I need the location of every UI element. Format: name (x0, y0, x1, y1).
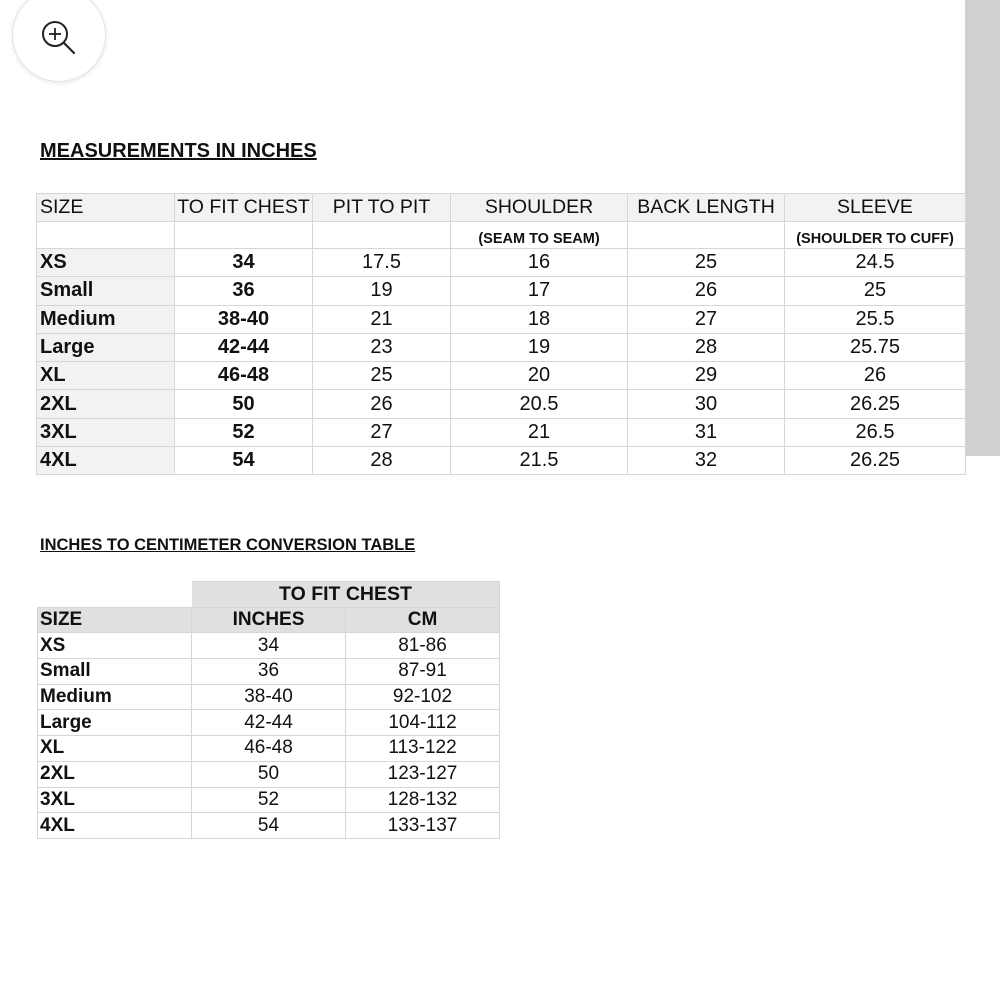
value-cell: 26 (313, 390, 451, 418)
table-row (37, 333, 966, 361)
value-cell: 42-44 (175, 333, 313, 361)
value-cell: 38-40 (175, 305, 313, 333)
empty-cell (38, 582, 192, 608)
value-cell: 21 (451, 418, 628, 446)
value-cell: 28 (628, 333, 785, 361)
table-row (38, 736, 500, 762)
value-cell: 54 (192, 813, 346, 839)
column-header: SIZE (37, 194, 175, 222)
size-cell: Large (37, 333, 175, 361)
size-cell: XL (38, 736, 192, 762)
column-header: SHOULDER (451, 194, 628, 222)
value-cell: 21.5 (451, 447, 628, 475)
measurements-title: MEASUREMENTS IN INCHES (40, 140, 317, 162)
value-cell: 104-112 (346, 710, 500, 736)
subheader-row (37, 222, 966, 249)
size-cell: Large (38, 710, 192, 736)
column-subheader (628, 222, 785, 249)
header-row (37, 194, 966, 222)
column-subheader (175, 222, 313, 249)
value-cell: 52 (192, 787, 346, 813)
value-cell: 133-137 (346, 813, 500, 839)
value-cell: 128-132 (346, 787, 500, 813)
value-cell: 28 (313, 447, 451, 475)
value-cell: 36 (192, 659, 346, 685)
value-cell: 123-127 (346, 761, 500, 787)
value-cell: 31 (628, 418, 785, 446)
value-cell: 26 (628, 277, 785, 305)
size-cell: Small (37, 277, 175, 305)
value-cell: 92-102 (346, 684, 500, 710)
value-cell: 54 (175, 447, 313, 475)
value-cell: 46-48 (192, 736, 346, 762)
value-cell: 32 (628, 447, 785, 475)
table-row (37, 447, 966, 475)
value-cell: 26.25 (785, 390, 966, 418)
size-cell: 2XL (38, 761, 192, 787)
value-cell: 19 (451, 333, 628, 361)
column-header: PIT TO PIT (313, 194, 451, 222)
value-cell: 27 (313, 418, 451, 446)
value-cell: 27 (628, 305, 785, 333)
value-cell: 34 (175, 249, 313, 277)
column-header: CM (346, 607, 500, 633)
conversion-table (37, 581, 500, 839)
table-row (37, 249, 966, 277)
size-cell: 4XL (38, 813, 192, 839)
group-header-row (38, 582, 500, 608)
size-cell: XS (37, 249, 175, 277)
value-cell: 26 (785, 362, 966, 390)
table-row (37, 305, 966, 333)
value-cell: 50 (192, 761, 346, 787)
size-cell: 2XL (37, 390, 175, 418)
table-row (37, 362, 966, 390)
value-cell: 26.5 (785, 418, 966, 446)
table-row (38, 761, 500, 787)
zoom-button[interactable] (12, 0, 106, 82)
zoom-in-icon (39, 19, 79, 59)
column-subheader: (SHOULDER TO CUFF) (785, 222, 966, 249)
column-subheader (37, 222, 175, 249)
value-cell: 23 (313, 333, 451, 361)
column-header: TO FIT CHEST (175, 194, 313, 222)
value-cell: 81-86 (346, 633, 500, 659)
value-cell: 19 (313, 277, 451, 305)
size-cell: XL (37, 362, 175, 390)
table-row (38, 684, 500, 710)
column-subheader (313, 222, 451, 249)
value-cell: 42-44 (192, 710, 346, 736)
value-cell: 38-40 (192, 684, 346, 710)
value-cell: 50 (175, 390, 313, 418)
value-cell: 113-122 (346, 736, 500, 762)
size-cell: 3XL (38, 787, 192, 813)
value-cell: 36 (175, 277, 313, 305)
value-cell: 25.5 (785, 305, 966, 333)
header-row (38, 607, 500, 633)
value-cell: 25 (628, 249, 785, 277)
column-subheader: (SEAM TO SEAM) (451, 222, 628, 249)
column-header: SIZE (38, 607, 192, 633)
table-row (37, 390, 966, 418)
table-row (38, 813, 500, 839)
value-cell: 24.5 (785, 249, 966, 277)
value-cell: 25 (313, 362, 451, 390)
value-cell: 16 (451, 249, 628, 277)
size-cell: XS (38, 633, 192, 659)
table-row (38, 710, 500, 736)
measurements-table (36, 193, 966, 475)
size-cell: 3XL (37, 418, 175, 446)
value-cell: 30 (628, 390, 785, 418)
table-row (37, 277, 966, 305)
column-header: BACK LENGTH (628, 194, 785, 222)
value-cell: 87-91 (346, 659, 500, 685)
table-row (37, 418, 966, 446)
scrollbar[interactable] (965, 0, 1000, 456)
size-cell: Small (38, 659, 192, 685)
value-cell: 34 (192, 633, 346, 659)
column-header: INCHES (192, 607, 346, 633)
value-cell: 21 (313, 305, 451, 333)
size-cell: Medium (37, 305, 175, 333)
value-cell: 18 (451, 305, 628, 333)
value-cell: 25 (785, 277, 966, 305)
value-cell: 52 (175, 418, 313, 446)
table-row (38, 787, 500, 813)
table-row (38, 659, 500, 685)
value-cell: 29 (628, 362, 785, 390)
column-header: SLEEVE (785, 194, 966, 222)
value-cell: 26.25 (785, 447, 966, 475)
size-cell: 4XL (37, 447, 175, 475)
value-cell: 20.5 (451, 390, 628, 418)
value-cell: 20 (451, 362, 628, 390)
table-row (38, 633, 500, 659)
value-cell: 17.5 (313, 249, 451, 277)
value-cell: 25.75 (785, 333, 966, 361)
value-cell: 17 (451, 277, 628, 305)
size-cell: Medium (38, 684, 192, 710)
group-header: TO FIT CHEST (192, 582, 500, 608)
conversion-title: INCHES TO CENTIMETER CONVERSION TABLE (40, 536, 416, 554)
value-cell: 46-48 (175, 362, 313, 390)
